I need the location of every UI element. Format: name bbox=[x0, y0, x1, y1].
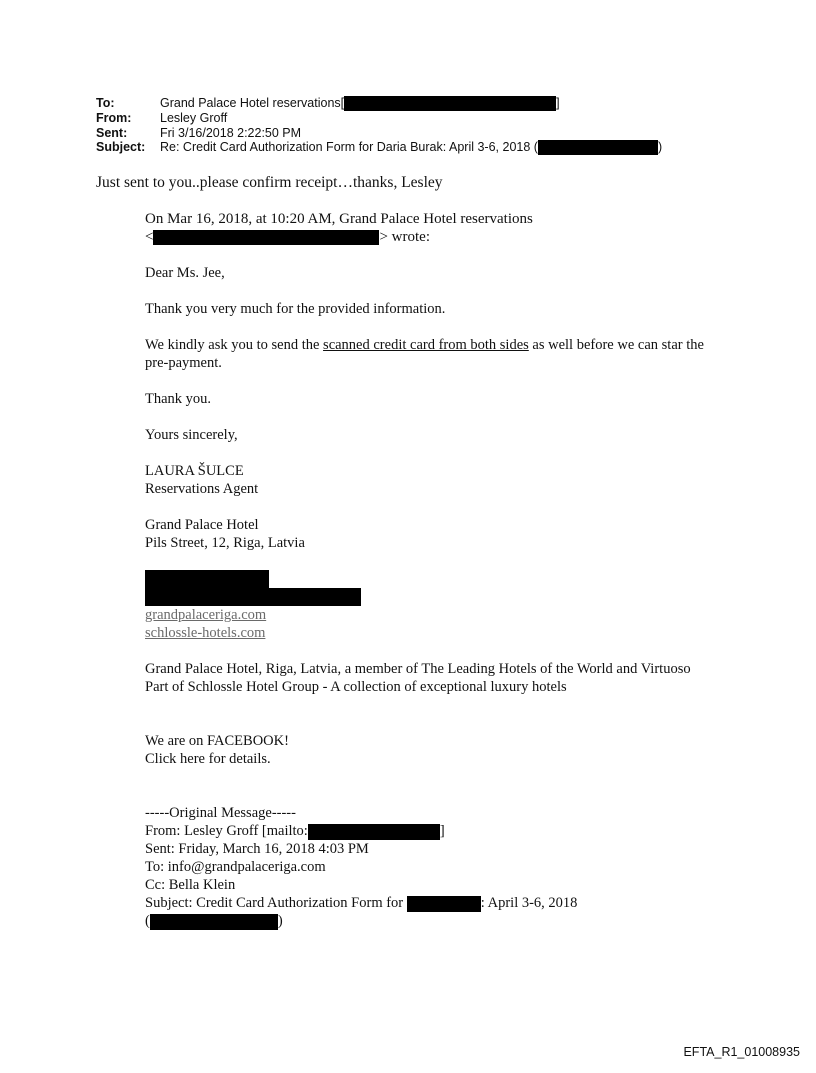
redaction-box bbox=[145, 588, 361, 606]
attribution-end: > wrote: bbox=[379, 229, 430, 245]
email-header bbox=[96, 96, 662, 155]
member-line: Grand Palace Hotel, Riga, Latvia, a member of The Leading Hotels of the World and Virtuoso bbox=[145, 661, 691, 677]
subject-row bbox=[96, 140, 662, 155]
paragraph: Thank you very much for the provided information. bbox=[145, 301, 446, 317]
original-from bbox=[145, 822, 705, 840]
subject-value: Re: Credit Card Authorization Form for Daria Burak: April 3-6, 2018 ( bbox=[160, 140, 538, 154]
redaction-box bbox=[344, 96, 556, 111]
scanned-card-link[interactable]: scanned credit card from both sides bbox=[323, 337, 529, 353]
to-label: To: bbox=[96, 96, 115, 110]
sent-row bbox=[96, 126, 662, 141]
hotel-name: Grand Palace Hotel bbox=[145, 517, 259, 533]
subject-close: ) bbox=[657, 140, 663, 154]
to-row bbox=[96, 96, 662, 111]
original-subject-cont bbox=[145, 912, 705, 930]
original-marker: -----Original Message----- bbox=[145, 805, 296, 821]
paren-close: ) bbox=[277, 913, 283, 929]
para-text: as well before we can star the pre-payment. bbox=[145, 337, 704, 371]
facebook-line: We are on FACEBOOK! bbox=[145, 733, 289, 749]
website-link[interactable]: grandpalaceriga.com bbox=[145, 607, 267, 623]
subject-label: Subject: bbox=[96, 140, 146, 154]
original-subject bbox=[145, 894, 705, 912]
redaction-box bbox=[407, 896, 481, 912]
from-row bbox=[96, 111, 662, 126]
document-id: EFTA_R1_01008935 bbox=[683, 1045, 800, 1059]
redaction-box bbox=[150, 914, 278, 930]
attribution-open: < bbox=[145, 229, 154, 245]
original-to: To: info@grandpalaceriga.com bbox=[145, 859, 326, 875]
group-line: Part of Schlossle Hotel Group - A collection of exceptional luxury hotels bbox=[145, 679, 567, 695]
hotel-address: Pils Street, 12, Riga, Latvia bbox=[145, 535, 305, 551]
original-subject-text: Subject: Credit Card Authorization Form for bbox=[145, 895, 407, 911]
attribution-line: On Mar 16, 2018, at 10:20 AM, Grand Palace Hotel reservations bbox=[145, 211, 533, 227]
from-label: From: bbox=[96, 111, 132, 125]
para-text: We kindly ask you to send the bbox=[145, 337, 324, 353]
greeting: Dear Ms. Jee, bbox=[145, 265, 225, 281]
signature-title: Reservations Agent bbox=[145, 481, 259, 497]
original-cc: Cc: Bella Klein bbox=[145, 877, 236, 893]
website-link[interactable]: schlossle-hotels.com bbox=[145, 625, 266, 641]
signature-name: LAURA ŠULCE bbox=[145, 463, 244, 479]
paren-open: ( bbox=[145, 913, 150, 929]
reply-text: Just sent to you..please confirm receipt…thanks, Lesley bbox=[96, 174, 443, 191]
quoted-message bbox=[145, 210, 705, 930]
original-subject-date: : April 3-6, 2018 bbox=[480, 895, 578, 911]
original-from-close: ] bbox=[439, 823, 445, 839]
from-value: Lesley Groff bbox=[160, 111, 228, 125]
sent-value: Fri 3/16/2018 2:22:50 PM bbox=[160, 125, 302, 140]
closing-line: Yours sincerely, bbox=[145, 427, 238, 443]
original-sent: Sent: Friday, March 16, 2018 4:03 PM bbox=[145, 841, 369, 857]
original-from-text: From: Lesley Groff [mailto: bbox=[145, 823, 308, 839]
click-line: Click here for details. bbox=[145, 751, 271, 767]
attribution-line-2 bbox=[145, 228, 705, 246]
redaction-box bbox=[145, 570, 269, 588]
paragraph bbox=[145, 336, 705, 372]
redaction-box bbox=[308, 824, 440, 840]
redaction-box bbox=[153, 230, 379, 245]
redaction-box bbox=[538, 140, 658, 155]
to-value: Grand Palace Hotel reservations[ bbox=[160, 96, 345, 110]
sent-label: Sent: bbox=[96, 125, 128, 140]
to-close: ] bbox=[556, 96, 560, 110]
thanks-line: Thank you. bbox=[145, 391, 212, 407]
